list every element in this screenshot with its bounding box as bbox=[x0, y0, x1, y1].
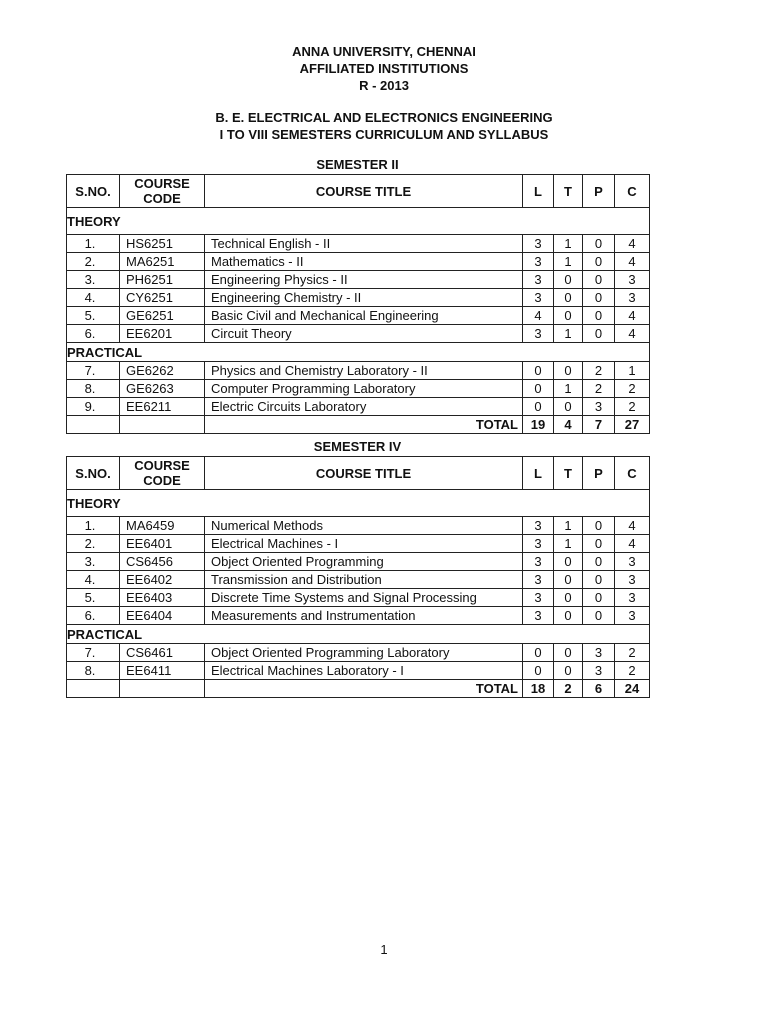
practical-section-label: PRACTICAL bbox=[67, 343, 650, 362]
credit-l: 0 bbox=[523, 398, 554, 416]
credit-p: 2 bbox=[583, 380, 615, 398]
course-title: Object Oriented Programming bbox=[205, 553, 523, 571]
column-header-course-code bbox=[120, 175, 205, 208]
credit-l: 3 bbox=[523, 235, 554, 253]
semester-iv-title: SEMESTER IV bbox=[313, 439, 402, 454]
table-header-row bbox=[67, 457, 650, 490]
credit-p: 0 bbox=[583, 307, 615, 325]
total-p: 7 bbox=[583, 416, 615, 434]
course-code: EE6402 bbox=[120, 571, 205, 589]
serial-number: 1. bbox=[67, 517, 120, 535]
total-p: 6 bbox=[583, 680, 615, 698]
serial-number: 8. bbox=[67, 662, 120, 680]
course-code: EE6211 bbox=[120, 398, 205, 416]
total-c: 27 bbox=[615, 416, 650, 434]
credit-c: 4 bbox=[615, 325, 650, 343]
credit-l: 3 bbox=[523, 535, 554, 553]
table-row bbox=[67, 325, 650, 343]
course-title: Computer Programming Laboratory bbox=[205, 380, 523, 398]
total-label: TOTAL bbox=[205, 680, 523, 698]
semester-ii-table bbox=[66, 174, 650, 434]
table-row bbox=[67, 607, 650, 625]
course-title: Circuit Theory bbox=[205, 325, 523, 343]
serial-number: 9. bbox=[67, 398, 120, 416]
page-number: 1 bbox=[380, 942, 388, 957]
credit-c: 3 bbox=[615, 589, 650, 607]
serial-number: 3. bbox=[67, 271, 120, 289]
credit-p: 0 bbox=[583, 517, 615, 535]
course-code: EE6403 bbox=[120, 589, 205, 607]
credit-p: 0 bbox=[583, 553, 615, 571]
total-row bbox=[67, 416, 650, 434]
course-title: Electrical Machines Laboratory - I bbox=[205, 662, 523, 680]
course-code: MA6251 bbox=[120, 253, 205, 271]
column-header-t: T bbox=[554, 175, 583, 208]
course-title: Discrete Time Systems and Signal Processing bbox=[205, 589, 523, 607]
table-row bbox=[67, 535, 650, 553]
curriculum-title: I TO VIII SEMESTERS CURRICULUM AND SYLLABUS bbox=[219, 127, 549, 142]
column-header-c: C bbox=[615, 175, 650, 208]
credit-l: 3 bbox=[523, 271, 554, 289]
table-row bbox=[67, 589, 650, 607]
credit-c: 2 bbox=[615, 380, 650, 398]
credit-t: 0 bbox=[554, 271, 583, 289]
course-title: Numerical Methods bbox=[205, 517, 523, 535]
table-row bbox=[67, 644, 650, 662]
column-header-p: P bbox=[583, 457, 615, 490]
university-name: ANNA UNIVERSITY, CHENNAI bbox=[292, 44, 476, 59]
semester-ii-title: SEMESTER II bbox=[316, 157, 399, 172]
credit-c: 4 bbox=[615, 235, 650, 253]
credit-l: 0 bbox=[523, 662, 554, 680]
credit-c: 3 bbox=[615, 271, 650, 289]
credit-c: 4 bbox=[615, 253, 650, 271]
credit-p: 0 bbox=[583, 271, 615, 289]
course-code: GE6262 bbox=[120, 362, 205, 380]
theory-section bbox=[67, 490, 650, 517]
credit-t: 1 bbox=[554, 535, 583, 553]
credit-p: 0 bbox=[583, 235, 615, 253]
credit-p: 0 bbox=[583, 289, 615, 307]
table-row bbox=[67, 307, 650, 325]
credit-l: 0 bbox=[523, 644, 554, 662]
course-code: EE6201 bbox=[120, 325, 205, 343]
table-row bbox=[67, 571, 650, 589]
credit-p: 3 bbox=[583, 662, 615, 680]
course-title: Electric Circuits Laboratory bbox=[205, 398, 523, 416]
theory-section-label: THEORY bbox=[67, 490, 650, 517]
column-header-course-title: COURSE TITLE bbox=[205, 457, 523, 490]
column-header-course-title: COURSE TITLE bbox=[205, 175, 523, 208]
course-code: GE6263 bbox=[120, 380, 205, 398]
total-empty-code bbox=[120, 416, 205, 434]
course-title: Transmission and Distribution bbox=[205, 571, 523, 589]
serial-number: 8. bbox=[67, 380, 120, 398]
credit-t: 0 bbox=[554, 398, 583, 416]
serial-number: 2. bbox=[67, 535, 120, 553]
table-row bbox=[67, 235, 650, 253]
serial-number: 5. bbox=[67, 589, 120, 607]
serial-number: 6. bbox=[67, 325, 120, 343]
course-code: EE6411 bbox=[120, 662, 205, 680]
course-title: Electrical Machines - I bbox=[205, 535, 523, 553]
credit-c: 4 bbox=[615, 307, 650, 325]
credit-c: 3 bbox=[615, 553, 650, 571]
credit-t: 1 bbox=[554, 380, 583, 398]
serial-number: 7. bbox=[67, 644, 120, 662]
credit-l: 0 bbox=[523, 380, 554, 398]
serial-number: 6. bbox=[67, 607, 120, 625]
credit-t: 1 bbox=[554, 235, 583, 253]
total-row bbox=[67, 680, 650, 698]
credit-l: 3 bbox=[523, 589, 554, 607]
credit-t: 1 bbox=[554, 517, 583, 535]
credit-t: 1 bbox=[554, 325, 583, 343]
column-header-code-line1: COURSE bbox=[134, 176, 190, 191]
credit-p: 0 bbox=[583, 253, 615, 271]
serial-number: 1. bbox=[67, 235, 120, 253]
credit-c: 4 bbox=[615, 535, 650, 553]
table-row bbox=[67, 553, 650, 571]
credit-t: 1 bbox=[554, 253, 583, 271]
course-code: EE6401 bbox=[120, 535, 205, 553]
course-code: HS6251 bbox=[120, 235, 205, 253]
credit-p: 0 bbox=[583, 607, 615, 625]
affiliated-institutions: AFFILIATED INSTITUTIONS bbox=[299, 61, 469, 76]
credit-t: 0 bbox=[554, 289, 583, 307]
credit-c: 2 bbox=[615, 398, 650, 416]
serial-number: 4. bbox=[67, 571, 120, 589]
credit-p: 0 bbox=[583, 571, 615, 589]
credit-c: 2 bbox=[615, 644, 650, 662]
credit-l: 3 bbox=[523, 289, 554, 307]
course-title: Object Oriented Programming Laboratory bbox=[205, 644, 523, 662]
credit-p: 0 bbox=[583, 589, 615, 607]
total-l: 18 bbox=[523, 680, 554, 698]
table-row bbox=[67, 380, 650, 398]
column-header-code-line2: CODE bbox=[143, 191, 181, 206]
credit-p: 3 bbox=[583, 644, 615, 662]
credit-l: 3 bbox=[523, 325, 554, 343]
course-code: CY6251 bbox=[120, 289, 205, 307]
practical-section bbox=[67, 625, 650, 644]
serial-number: 2. bbox=[67, 253, 120, 271]
column-header-sno: S.NO. bbox=[67, 457, 120, 490]
course-title: Physics and Chemistry Laboratory - II bbox=[205, 362, 523, 380]
column-header-p: P bbox=[583, 175, 615, 208]
credit-c: 3 bbox=[615, 289, 650, 307]
course-title: Basic Civil and Mechanical Engineering bbox=[205, 307, 523, 325]
column-header-code-line2: CODE bbox=[143, 473, 181, 488]
column-header-t: T bbox=[554, 457, 583, 490]
total-label: TOTAL bbox=[205, 416, 523, 434]
course-title: Engineering Physics - II bbox=[205, 271, 523, 289]
column-header-course-code bbox=[120, 457, 205, 490]
credit-c: 3 bbox=[615, 571, 650, 589]
table-row bbox=[67, 517, 650, 535]
credit-t: 0 bbox=[554, 362, 583, 380]
serial-number: 7. bbox=[67, 362, 120, 380]
credit-l: 0 bbox=[523, 362, 554, 380]
credit-p: 0 bbox=[583, 535, 615, 553]
credit-t: 0 bbox=[554, 644, 583, 662]
table-row bbox=[67, 362, 650, 380]
total-empty-code bbox=[120, 680, 205, 698]
credit-c: 4 bbox=[615, 517, 650, 535]
course-code: CS6456 bbox=[120, 553, 205, 571]
column-header-l: L bbox=[523, 175, 554, 208]
theory-section bbox=[67, 208, 650, 235]
table-row bbox=[67, 662, 650, 680]
course-code: PH6251 bbox=[120, 271, 205, 289]
total-t: 4 bbox=[554, 416, 583, 434]
credit-p: 3 bbox=[583, 398, 615, 416]
table-row bbox=[67, 398, 650, 416]
table-row bbox=[67, 289, 650, 307]
credit-t: 0 bbox=[554, 571, 583, 589]
serial-number: 3. bbox=[67, 553, 120, 571]
table-header-row bbox=[67, 175, 650, 208]
course-title: Engineering Chemistry - II bbox=[205, 289, 523, 307]
practical-section bbox=[67, 343, 650, 362]
serial-number: 4. bbox=[67, 289, 120, 307]
total-c: 24 bbox=[615, 680, 650, 698]
credit-l: 3 bbox=[523, 517, 554, 535]
credit-t: 0 bbox=[554, 589, 583, 607]
credit-c: 1 bbox=[615, 362, 650, 380]
course-title: Mathematics - II bbox=[205, 253, 523, 271]
credit-l: 3 bbox=[523, 571, 554, 589]
column-header-sno: S.NO. bbox=[67, 175, 120, 208]
credit-l: 3 bbox=[523, 553, 554, 571]
column-header-l: L bbox=[523, 457, 554, 490]
practical-section-label: PRACTICAL bbox=[67, 625, 650, 644]
total-t: 2 bbox=[554, 680, 583, 698]
course-code: EE6404 bbox=[120, 607, 205, 625]
credit-t: 0 bbox=[554, 307, 583, 325]
credit-t: 0 bbox=[554, 607, 583, 625]
credit-c: 2 bbox=[615, 662, 650, 680]
credit-c: 3 bbox=[615, 607, 650, 625]
theory-section-label: THEORY bbox=[67, 208, 650, 235]
credit-t: 0 bbox=[554, 553, 583, 571]
total-empty-sno bbox=[67, 680, 120, 698]
degree-title: B. E. ELECTRICAL AND ELECTRONICS ENGINEERING bbox=[215, 110, 553, 125]
credit-l: 4 bbox=[523, 307, 554, 325]
course-code: CS6461 bbox=[120, 644, 205, 662]
serial-number: 5. bbox=[67, 307, 120, 325]
total-empty-sno bbox=[67, 416, 120, 434]
regulation: R - 2013 bbox=[359, 78, 409, 93]
course-code: MA6459 bbox=[120, 517, 205, 535]
table-row bbox=[67, 271, 650, 289]
credit-p: 2 bbox=[583, 362, 615, 380]
credit-l: 3 bbox=[523, 607, 554, 625]
column-header-c: C bbox=[615, 457, 650, 490]
column-header-code-line1: COURSE bbox=[134, 458, 190, 473]
semester-iv-table bbox=[66, 456, 650, 698]
credit-l: 3 bbox=[523, 253, 554, 271]
course-title: Measurements and Instrumentation bbox=[205, 607, 523, 625]
credit-p: 0 bbox=[583, 325, 615, 343]
course-code: GE6251 bbox=[120, 307, 205, 325]
total-l: 19 bbox=[523, 416, 554, 434]
credit-t: 0 bbox=[554, 662, 583, 680]
course-title: Technical English - II bbox=[205, 235, 523, 253]
table-row bbox=[67, 253, 650, 271]
